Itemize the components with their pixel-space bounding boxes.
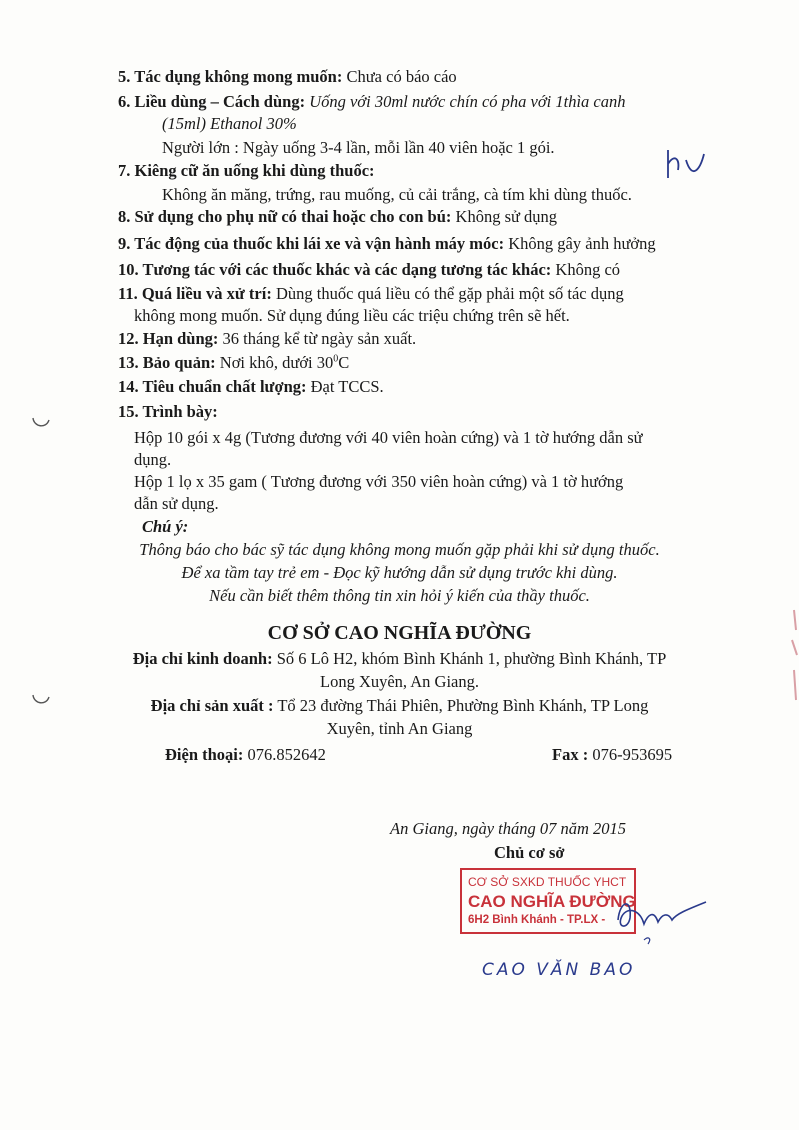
- fax-label: Fax :: [552, 745, 589, 764]
- item-15-pack2b: dẫn sử dụng.: [134, 494, 219, 513]
- note-title: Chú ý:: [142, 517, 189, 536]
- item-14-label: 14. Tiêu chuẩn chất lượng:: [118, 377, 307, 396]
- business-address-label: Địa chỉ kinh doanh:: [132, 649, 273, 668]
- item-13-unit: C: [338, 353, 350, 372]
- item-15-pack1b: dụng.: [134, 450, 172, 469]
- edge-stain-icon: [784, 600, 799, 720]
- item-6: [118, 91, 626, 113]
- item-5-text: Chưa có báo cáo: [346, 67, 457, 86]
- item-15-label: 15. Trình bày:: [118, 402, 218, 421]
- business-address: [0, 648, 799, 670]
- note-line-2: Để xa tầm tay trẻ em - Đọc kỹ hướng dẫn sử dụng trước khi dùng.: [181, 563, 618, 582]
- phone-value: 076.852642: [247, 745, 326, 764]
- note-line-3: Nếu cần biết thêm thông tin xin hỏi ý kiến của thầy thuốc.: [209, 586, 590, 605]
- item-8-label: 8. Sử dụng cho phụ nữ có thai hoặc cho con bú:: [118, 207, 452, 226]
- item-14: [118, 376, 384, 398]
- fax: [552, 744, 672, 766]
- punch-mark-icon: [30, 415, 52, 431]
- item-10-label: 10. Tương tác với các thuốc khác và các dạng tương tác khác:: [118, 260, 552, 279]
- item-9-text: Không gây ảnh hưởng: [508, 234, 656, 253]
- item-7-text: Không ăn măng, trứng, rau muống, củ cải trắng, cà tím khi dùng thuốc.: [162, 185, 632, 204]
- signature-icon: [610, 880, 720, 950]
- signer-role: Chủ cơ sở: [494, 843, 565, 862]
- item-10-text: Không có: [555, 260, 621, 279]
- item-6-label: 6. Liều dùng – Cách dùng:: [118, 92, 306, 111]
- item-8-text: Không sử dụng: [455, 207, 558, 226]
- item-6-text3: Người lớn : Ngày uống 3-4 lần, mỗi lần 40 viên hoặc 1 gói.: [162, 138, 555, 157]
- item-14-text: Đạt TCCS.: [310, 377, 384, 396]
- production-address-line2: Xuyên, tỉnh An Giang: [326, 719, 473, 738]
- item-6-text2: (15ml) Ethanol 30%: [162, 114, 297, 133]
- company-name: CƠ SỞ CAO NGHĨA ĐƯỜNG: [267, 622, 532, 644]
- phone-label: Điện thoại:: [165, 745, 244, 764]
- fax-value: 076-953695: [592, 745, 673, 764]
- paraph-icon: [660, 140, 710, 190]
- item-12: [118, 328, 416, 350]
- production-address-line1: Tổ 23 đường Thái Phiên, Phường Bình Khánh, TP Long: [277, 696, 649, 715]
- stamp-line-1: CƠ SỞ SXKD THUỐC YHCT: [468, 875, 627, 889]
- item-5-label: 5. Tác dụng không mong muốn:: [118, 67, 343, 86]
- item-13-label: 13. Bảo quản:: [118, 353, 216, 372]
- item-6-text1: Uống với 30ml nước chín có pha với 1thìa canh: [309, 92, 626, 111]
- stamp-line-2: CAO NGHĨA ĐƯỜNG: [468, 892, 636, 911]
- item-12-text: 36 tháng kể từ ngày sản xuất.: [222, 329, 417, 348]
- item-13-sup: 0: [333, 353, 339, 365]
- item-11: [118, 283, 624, 305]
- production-address-label: Địa chỉ sản xuất :: [150, 696, 274, 715]
- item-5: [118, 66, 457, 88]
- business-address-line1: Số 6 Lô H2, khóm Bình Khánh 1, phường Bình Khánh, TP: [276, 649, 667, 668]
- item-7-label: 7. Kiêng cữ ăn uống khi dùng thuốc:: [118, 161, 375, 180]
- stamp-line-3: 6H2 Bình Khánh - TP.LX -: [468, 914, 606, 926]
- punch-mark-icon: [30, 692, 52, 708]
- item-11-label: 11. Quá liều và xử trí:: [118, 284, 272, 303]
- item-11-text1: Dùng thuốc quá liều có thể gặp phải một số tác dụng: [275, 284, 624, 303]
- phone: [165, 744, 326, 766]
- item-15-pack1a: Hộp 10 gói x 4g (Tương đương với 40 viên hoàn cứng) và 1 tờ hướng dẫn sử: [134, 428, 643, 447]
- item-9: [118, 233, 656, 255]
- item-10: [118, 259, 620, 281]
- item-11-text2: không mong muốn. Sử dụng đúng liều các triệu chứng trên sẽ hết.: [134, 306, 570, 325]
- item-12-label: 12. Hạn dùng:: [118, 329, 219, 348]
- sign-date: An Giang, ngày tháng 07 năm 2015: [390, 819, 627, 838]
- production-address: [0, 695, 799, 717]
- item-13-text: Nơi khô, dưới 30: [219, 353, 334, 372]
- note-line-1: Thông báo cho bác sỹ tác dụng không mong muốn gặp phải khi sử dụng thuốc.: [139, 540, 660, 559]
- signer-name: CAO VĂN BAO: [482, 960, 636, 980]
- item-9-label: 9. Tác động của thuốc khi lái xe và vận hành máy móc:: [118, 234, 505, 253]
- item-15-pack2a: Hộp 1 lọ x 35 gam ( Tương đương với 350 viên hoàn cứng) và 1 tờ hướng: [134, 472, 624, 491]
- item-8: [118, 206, 557, 228]
- item-13: [118, 352, 349, 374]
- business-address-line2: Long Xuyên, An Giang.: [319, 672, 480, 691]
